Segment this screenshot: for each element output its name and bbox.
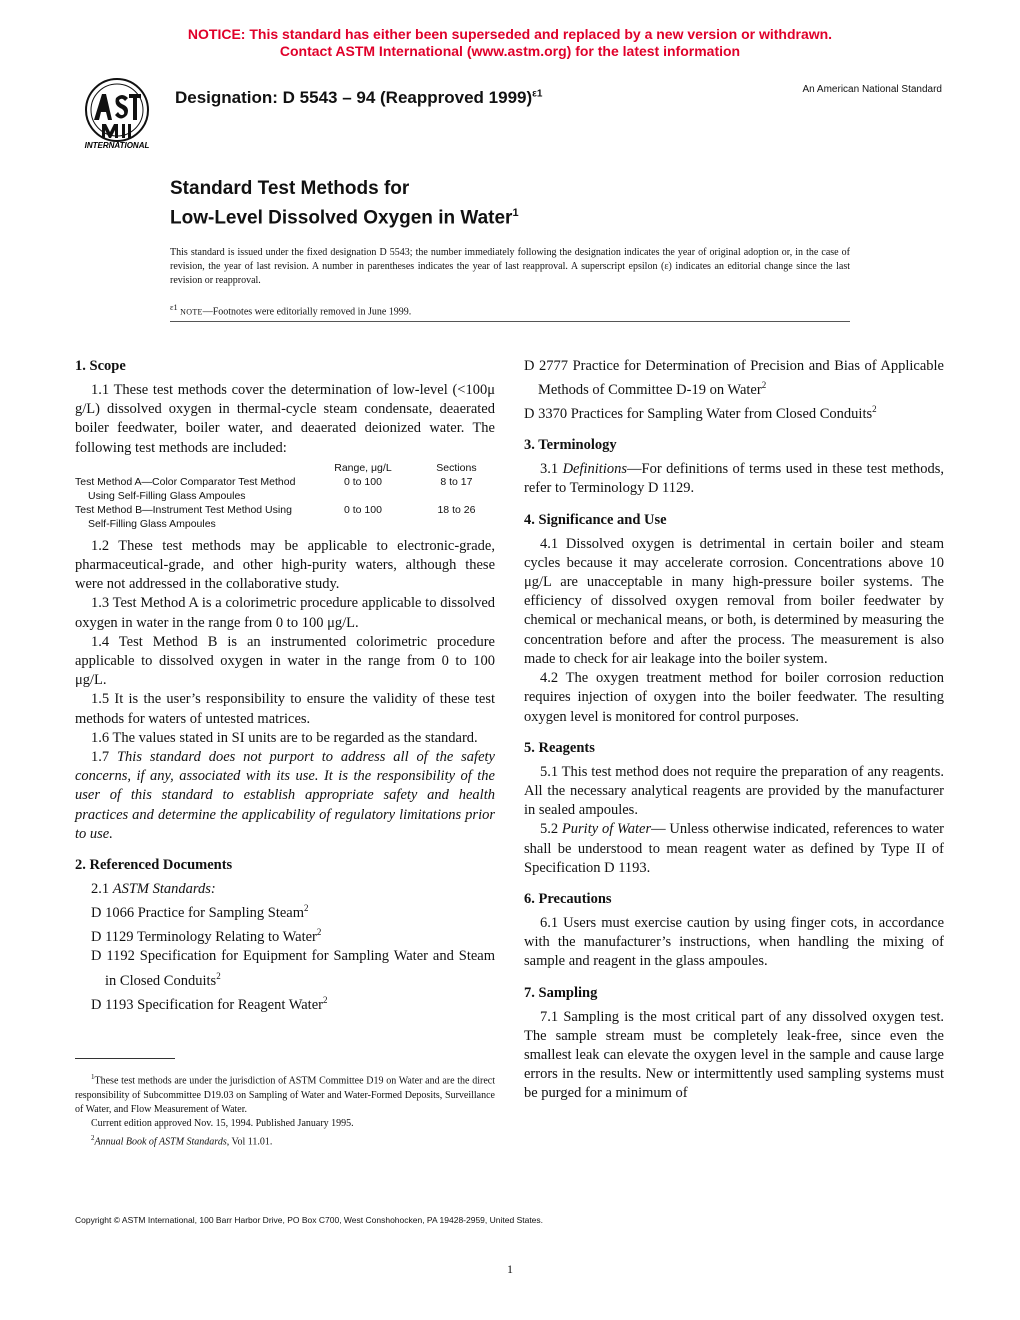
precautions-heading: 6. Precautions (524, 890, 612, 907)
footnotes (75, 1070, 495, 1150)
designation (175, 88, 542, 108)
para-1-5: 1.5 It is the user’s responsibility to ensure the validity of these test methods for waters of untested matrices. (75, 691, 495, 727)
note-text: —Footnotes were editorially removed in June 1999. (202, 306, 412, 318)
reference-item (524, 357, 944, 400)
editorial-note (170, 303, 411, 317)
para-3-1-number: 3.1 (540, 461, 563, 478)
title-line-2: Low-Level Dissolved Oxygen in Water (170, 207, 513, 229)
para-6-1: 6.1 Users must exercise caution by using finger cots, in accordance with the manufacturer’s instructions, when handling the mixing of sample and reagent in the glass ampoules. (524, 914, 944, 970)
significance-heading: 4. Significance and Use (524, 511, 667, 528)
para-5-2-term: Purity of Water (561, 821, 652, 838)
table-row (75, 503, 495, 531)
para-5-2-number: 5.2 (540, 821, 562, 838)
table-row (75, 475, 495, 503)
table-header-range: Range, μg/L (334, 461, 392, 474)
footnote-2-title: Annual Book of ASTM Standards (94, 1136, 227, 1148)
reagents-heading: 5. Reagents (524, 739, 595, 756)
para-5-2 (524, 820, 944, 878)
para-3-1-text: —For definitions of terms used in these test methods, refer to Terminology D 1129. (524, 461, 944, 497)
para-2-1-text: ASTM Standards: (112, 881, 216, 898)
astm-logo-icon (72, 76, 162, 152)
para-4-2: 4.2 The oxygen treatment method for boiler corrosion reduction requires injection of oxygen into the boiler feedwater. The resulting oxygen level is monitored for control purposes. (524, 670, 944, 725)
note-superscript: ε1 (170, 303, 178, 312)
table-cell-sections: 18 to 26 (437, 503, 476, 516)
table-cell-method: Test Method A—Color Comparator Test Method Using Self-Filling Glass Ampoules (75, 475, 296, 502)
table-cell-sections: 8 to 17 (440, 475, 473, 488)
footnote-1 (75, 1070, 495, 1117)
para-1-2: 1.2 These test methods may be applicable to electronic-grade, pharmaceutical-grade, and other high-purity waters, although these were not addressed in the collaborative study. (75, 537, 495, 593)
reference-footnote: 2 (316, 927, 322, 938)
reference-item (75, 991, 495, 1015)
para-1-1: 1.1 These test methods cover the determination of low-level (<100μ g/L) dissolved oxygen in thermal-cycle steam condensate, deaerated boiler feedwater, boiler water, and deaerated deionized water. The following test methods are included: (75, 382, 495, 456)
para-3-1 (524, 460, 944, 498)
para-1-7-text: This standard does not purport to address all of the safety concerns, if any, associated with its use. It is the responsibility of the user of this standard to establish appropriate safety and health practices and determine the applicability of regulatory limitations prior to use. (75, 749, 495, 842)
left-column (75, 357, 495, 1015)
table-cell-range: 0 to 100 (343, 475, 382, 488)
para-1-7 (75, 748, 495, 844)
notice-line-2: Contact ASTM International (www.astm.org) for the latest information (279, 43, 741, 59)
reference-item (75, 947, 495, 990)
reference-footnote: 2 (304, 903, 309, 914)
american-national-standard: An American National Standard (802, 84, 942, 95)
para-3-1-term: Definitions (562, 461, 628, 478)
footnote-1-text: These test methods are under the jurisdiction of ASTM Committee D19 on Water and are the direct responsibility of Subcommittee D19.03 on Sampling of Water and Water-Formed Deposits, Surveillance of Water, and Flow Measurement of Water. (75, 1075, 495, 1115)
para-4-1: 4.1 Dissolved oxygen is detrimental in certain boiler and steam cycles because it may accelerate corrosion. Concentrations above 10 μg/L are unacceptable in many high-pressure boiler systems. The efficiency of dissolved oxygen removal from boiler feedwater by chemical or mechanical means, or both, is determined by measuring the concentration before and after the process. The measurement is also made to check for air leakage into the boiler system. (524, 535, 944, 667)
terminology-heading: 3. Terminology (524, 437, 617, 454)
logo-caption: INTERNATIONAL (84, 141, 150, 150)
para-2-1 (75, 880, 495, 899)
footnote-divider (75, 1058, 175, 1059)
footnote-2 (75, 1131, 495, 1150)
designation-text: Designation: D 5543 – 94 (Reapproved 1999) (175, 88, 533, 107)
notice-line-1: NOTICE: This standard has either been superseded and replaced by a new version or withdrawn. (187, 26, 833, 42)
reference-footnote: 2 (872, 404, 877, 415)
para-5-2-text: — Unless otherwise indicated, references to water shall be understood to mean reagent water as defined by Type II of Specification D 1193. (524, 821, 944, 876)
footnote-1-approval: Current edition approved Nov. 15, 1994. Published January 1995. (91, 1117, 354, 1129)
footnote-1-marker: 1 (91, 1073, 95, 1081)
reference-footnote: 2 (761, 380, 767, 391)
reference-text: D 1192 Specification for Equipment for Sampling Water and Steam in Closed Conduits (91, 948, 495, 989)
para-1-6: 1.6 The values stated in SI units are to be regarded as the standard. (91, 729, 478, 746)
title-line-1: Standard Test Methods for (170, 178, 410, 199)
reference-item (75, 923, 495, 947)
table-header-sections: Sections (436, 461, 477, 474)
scope-heading: 1. Scope (75, 358, 126, 374)
header-divider (170, 321, 850, 322)
table-cell-range: 0 to 100 (343, 503, 382, 516)
title-footnote-ref: 1 (512, 207, 519, 219)
table-cell-method: Test Method B—Instrument Test Method Using Self-Filling Glass Ampoules (75, 503, 292, 530)
reference-item (75, 899, 495, 923)
withdrawal-notice (0, 26, 1020, 60)
page-number: 1 (507, 1262, 513, 1276)
designation-superscript: ε1 (532, 88, 543, 100)
para-5-1: 5.1 This test method does not require the preparation of any reagents. All the necessary analytical reagents are provided by the manufacturer in sealed ampoules. (524, 763, 944, 819)
reference-text: D 1066 Practice for Sampling Steam (91, 905, 305, 922)
reference-item (524, 400, 944, 424)
reference-footnote: 2 (322, 994, 328, 1005)
para-1-7-number: 1.7 (91, 749, 117, 766)
reference-text: D 1193 Specification for Reagent Water (91, 996, 323, 1013)
reference-text: D 2777 Practice for Determination of Precision and Bias of Applicable Methods of Committee D-19 on Water (524, 358, 944, 399)
para-7-1: 7.1 Sampling is the most critical part of any dissolved oxygen test. The sample stream must be completely leak-free, since even the smallest leak can elevate the oxygen level in the sample and cause large errors in the results. New or intermittently used sampling systems must be purged for a minimum of (524, 1008, 944, 1102)
document-title (170, 176, 519, 230)
methods-table (75, 461, 495, 531)
para-1-4: 1.4 Test Method B is an instrumented colorimetric procedure applicable to dissolved oxygen in water in the range from 0 to 100 μg/L. (75, 633, 495, 689)
reference-text: D 1129 Terminology Relating to Water (91, 929, 317, 946)
para-1-3: 1.3 Test Method A is a colorimetric procedure applicable to dissolved oxygen in water in the range from 0 to 100 μg/L. (75, 595, 495, 631)
reference-footnote: 2 (216, 970, 221, 981)
issue-statement: This standard is issued under the fixed designation D 5543; the number immediately following the designation indicates the year of original adoption or, in the case of revision, the year of last revision. A number in parentheses indicates the year of last reapproval. A superscript epsilon (ε) indicates an editorial change since the last revision or reapproval. (170, 247, 850, 286)
footnote-2-tail: , Vol 11.01. (226, 1136, 273, 1148)
copyright-line: Copyright © ASTM International, 100 Barr Harbor Drive, PO Box C700, West Conshohocken, PA 19428-2959, United States. (75, 1215, 544, 1225)
right-column (524, 357, 944, 1104)
reference-text: D 3370 Practices for Sampling Water from Closed Conduits (524, 406, 873, 423)
note-label: NOTE (180, 307, 203, 317)
sampling-heading: 7. Sampling (524, 984, 598, 1001)
referenced-heading: 2. Referenced Documents (75, 857, 233, 874)
footnote-2-marker: 2 (91, 1134, 95, 1143)
para-2-1-number: 2.1 (91, 881, 113, 898)
